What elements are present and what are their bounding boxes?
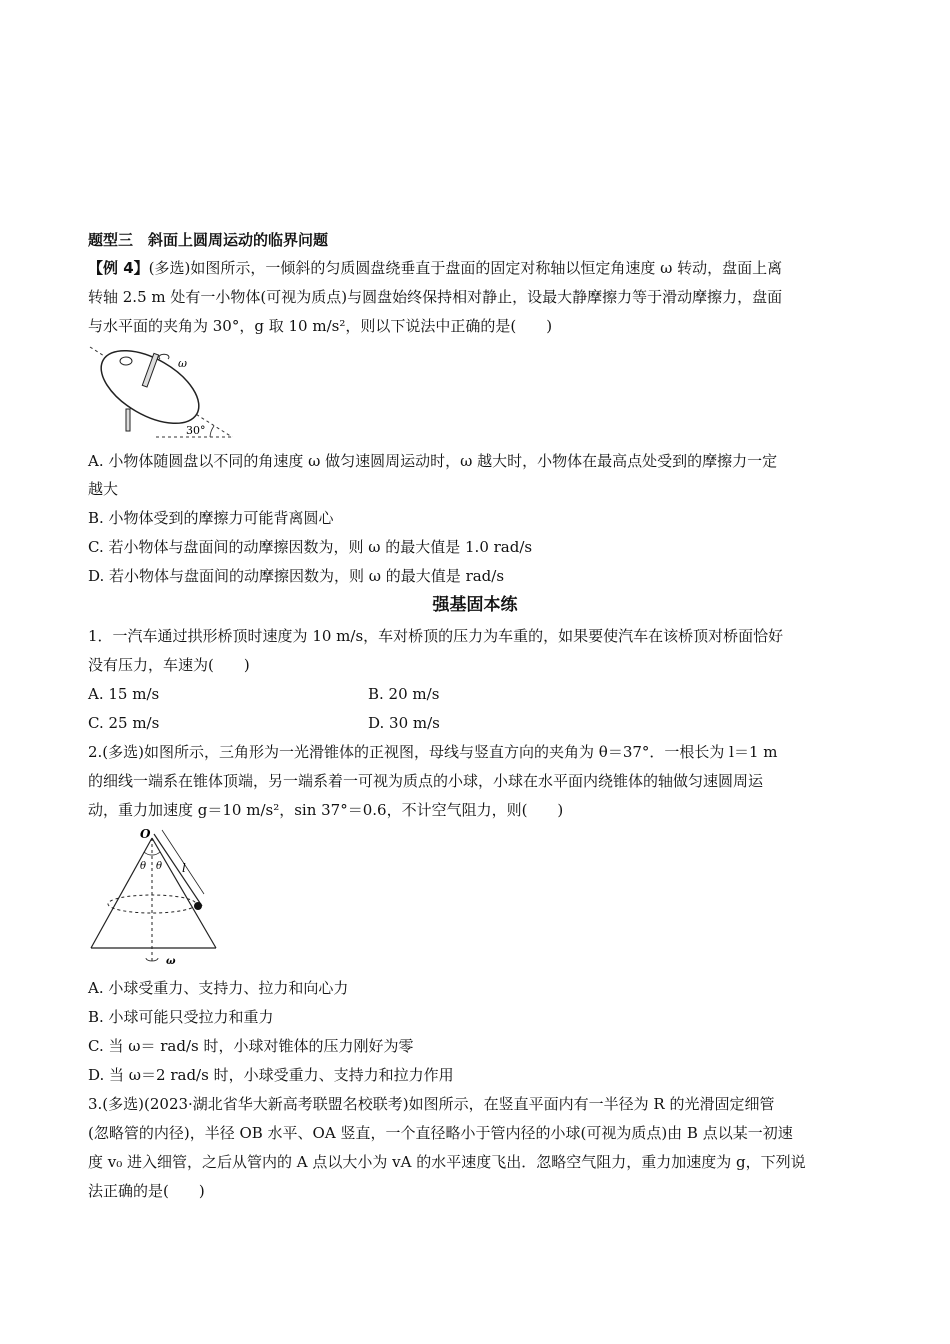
q1-line-1: 1．一汽车通过拱形桥顶时速度为 10 m/s，车对桥顶的压力为车重的，如果要使汽车在该桥顶对桥面恰好: [88, 627, 784, 645]
example4-option-a-2: 越大: [88, 480, 119, 498]
tilted-disk-figure: [86, 345, 246, 441]
q1-option-b: B. 20 m/s: [368, 685, 440, 703]
l-label: l: [182, 861, 186, 875]
example4-line-3: 与水平面的夹角为 30°，g 取 10 m/s²，则以下说法中正确的是( ): [88, 317, 553, 335]
cone-left-edge: [91, 838, 152, 948]
example4-line-2: 转轴 2.5 m 处有一小物体(可视为质点)与圆盘始终保持相对静止，设最大静摩擦力等于滑动摩擦力，盘面: [88, 288, 783, 306]
omega-label: ω: [178, 357, 187, 370]
q2-option-a: A. 小球受重力、支持力、拉力和向心力: [88, 979, 349, 997]
q1-option-a: A. 15 m/s: [88, 685, 160, 703]
example4-text-1: (多选)如图所示，一倾斜的匀质圆盘绕垂直于盘面的固定对称轴以恒定角速度 ω 转动，盘面上离: [148, 259, 783, 277]
q2-option-c: C. 当 ω＝ rad/s 时，小球对锥体的压力刚好为零: [88, 1037, 414, 1055]
theta-left-label: θ: [140, 861, 147, 872]
q3-line-4: 法正确的是( ): [88, 1182, 205, 1200]
axle-bottom: [126, 409, 130, 431]
section-heading: 题型三 斜面上圆周运动的临界问题: [88, 231, 329, 249]
angle-arc: [210, 426, 214, 437]
ball: [194, 902, 202, 910]
q2-line-2: 的细线一端系在锥体顶端，另一端系着一可视为质点的小球，小球在水平面内绕锥体的轴做匀速圆周运: [88, 772, 764, 790]
q3-line-3: 度 v₀ 进入细管，之后从管内的 A 点以大小为 vA 的水平速度飞出．忽略空气阻力，重力加速度为 g，下列说: [88, 1153, 806, 1171]
q2-line-1: 2.(多选)如图所示，三角形为一光滑锥体的正视图，母线与竖直方向的夹角为 θ＝37°．一根长为 l＝1 m: [88, 743, 778, 761]
q3-line-2: (忽略管的内径)，半径 OB 水平、OA 竖直，一个直径略小于管内径的小球(可视为质点)由 B 点以某一初速: [88, 1124, 793, 1142]
cone-right-edge: [152, 838, 216, 948]
angle-label: 30°: [186, 424, 206, 437]
q3-line-1: 3.(多选)(2023·湖北省华大新高考联盟名校联考)如图所示，在竖直平面内有一半径为 R 的光滑固定细管: [88, 1095, 775, 1113]
example4-option-b: B. 小物体受到的摩擦力可能背离圆心: [88, 509, 334, 527]
q1-option-c: C. 25 m/s: [88, 714, 160, 732]
small-object: [120, 357, 132, 365]
q1-option-d: D. 30 m/s: [368, 714, 440, 732]
practice-title: 强基固本练: [432, 595, 518, 615]
theta-right-label: θ: [156, 861, 163, 872]
example4-option-c: C. 若小物体与盘面间的动摩擦因数为，则 ω 的最大值是 1.0 rad/s: [88, 538, 533, 556]
example4-line-1: [88, 257, 782, 279]
q2-option-d: D. 当 ω＝2 rad/s 时，小球受重力、支持力和拉力作用: [88, 1066, 454, 1084]
example4-option-d: D. 若小物体与盘面间的动摩擦因数为，则 ω 的最大值是 rad/s: [88, 567, 505, 585]
cone-figure: [88, 826, 228, 972]
example4-tag: 【例 4】: [88, 259, 149, 277]
example4-option-a-1: A. 小物体随圆盘以不同的角速度 ω 做匀速圆周运动时，ω 越大时，小物体在最高点处受到的摩擦力一定: [88, 452, 778, 470]
omega-label: ω: [166, 956, 176, 967]
o-label: O: [140, 827, 151, 841]
q2-option-b: B. 小球可能只受拉力和重力: [88, 1008, 274, 1026]
q2-line-3: 动，重力加速度 g＝10 m/s²，sin 37°＝0.6，不计空气阻力，则( ): [88, 801, 564, 819]
rotation-arrow-icon: [159, 354, 169, 359]
q1-line-2: 没有压力，车速为( ): [88, 656, 250, 674]
